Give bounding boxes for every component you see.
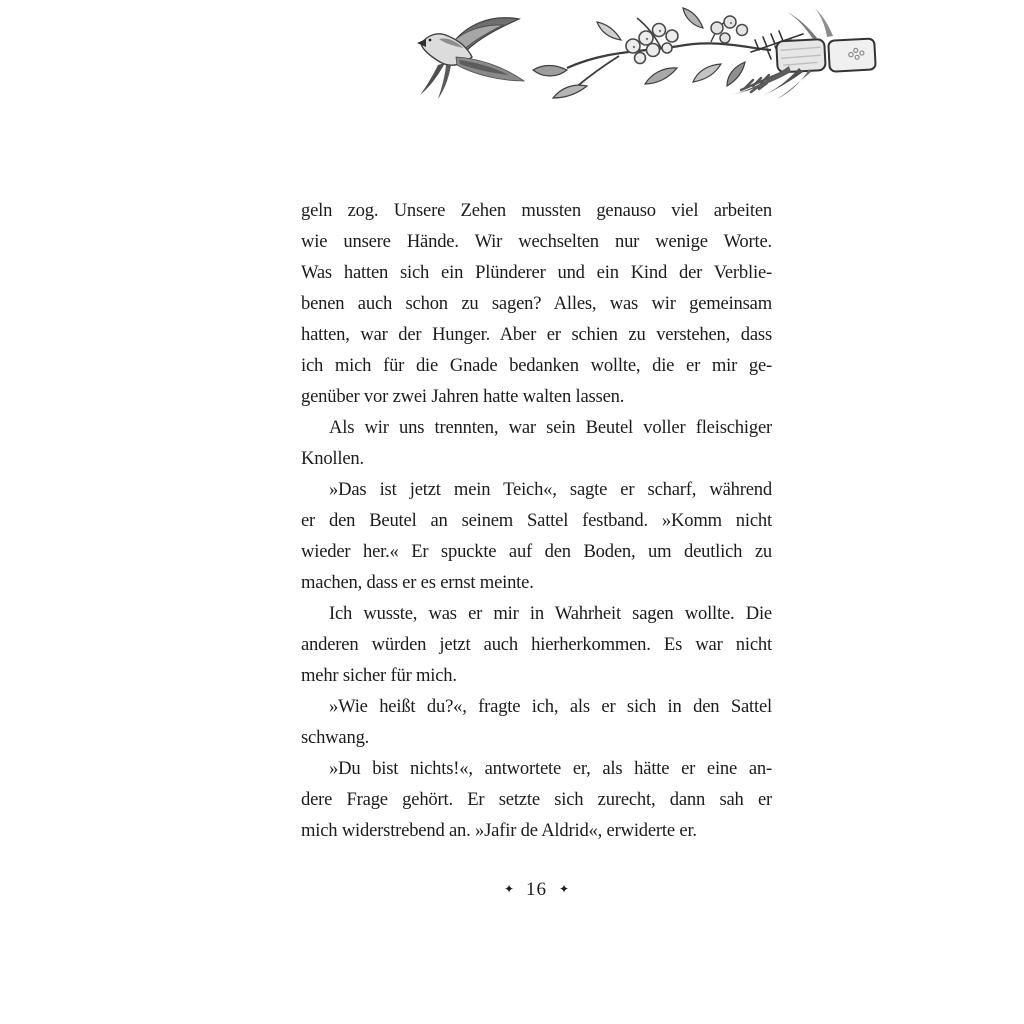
text-line: »Das ist jetzt mein Teich«, sagte er scharf, während (329, 479, 772, 500)
page-footer (301, 879, 772, 901)
text-line: Knollen. (301, 448, 364, 469)
botanical-garland-icon (533, 8, 876, 99)
header-illustration (415, 6, 880, 102)
swallow-icon (417, 18, 524, 99)
four-pointed-star-icon: ✦ (559, 882, 570, 896)
paragraph (301, 195, 772, 412)
paragraph (301, 598, 772, 691)
text-line: benen auch schon zu sagen? Alles, was wir gemeinsam (301, 293, 772, 314)
text-line: er den Beutel an seinem Sattel festband. »Komm nicht (301, 510, 772, 531)
text-line: geln zog. Unsere Zehen mussten genauso viel arbeiten (301, 200, 772, 221)
paragraph (301, 412, 772, 474)
text-line: Als wir uns trennten, war sein Beutel voller fleischiger (329, 417, 772, 438)
text-line: schwang. (301, 727, 370, 748)
text-line: mehr sicher für mich. (301, 665, 457, 686)
text-line: Was hatten sich ein Plünderer und ein Kind der Verblie- (301, 262, 772, 283)
text-line: »Du bist nichts!«, antwortete er, als hätte er eine an- (329, 758, 772, 779)
text-line: Ich wusste, was er mir in Wahrheit sagen wollte. Die (329, 603, 772, 624)
four-pointed-star-icon: ✦ (503, 882, 514, 896)
body-text (301, 195, 772, 846)
text-line: »Wie heißt du?«, fragte ich, als er sich in den Sattel (329, 696, 772, 717)
text-line: anderen würden jetzt auch hierherkommen. Es war nicht (301, 634, 772, 655)
text-line: mich widerstrebend an. »Jafir de Aldrid«, erwiderte er. (301, 820, 697, 841)
paragraph (301, 474, 772, 598)
paragraph (301, 691, 772, 753)
header-illustration-svg (415, 6, 880, 102)
text-line: genüber vor zwei Jahren hatte walten lassen. (301, 386, 625, 407)
text-line: wieder her.« Er spuckte auf den Boden, um deutlich zu (301, 541, 772, 562)
text-line: wie unsere Hände. Wir wechselten nur wenige Worte. (301, 231, 772, 252)
text-line: ich mich für die Gnade bedanken wollte, die er mir ge- (301, 355, 772, 376)
paragraph (301, 753, 772, 846)
text-line: machen, dass er es ernst meinte. (301, 572, 534, 593)
page-number: 16 (526, 879, 547, 900)
text-line: dere Frage gehört. Er setzte sich zurecht, dann sah er (301, 789, 772, 810)
text-line: hatten, war der Hunger. Aber er schien zu verstehen, dass (301, 324, 772, 345)
